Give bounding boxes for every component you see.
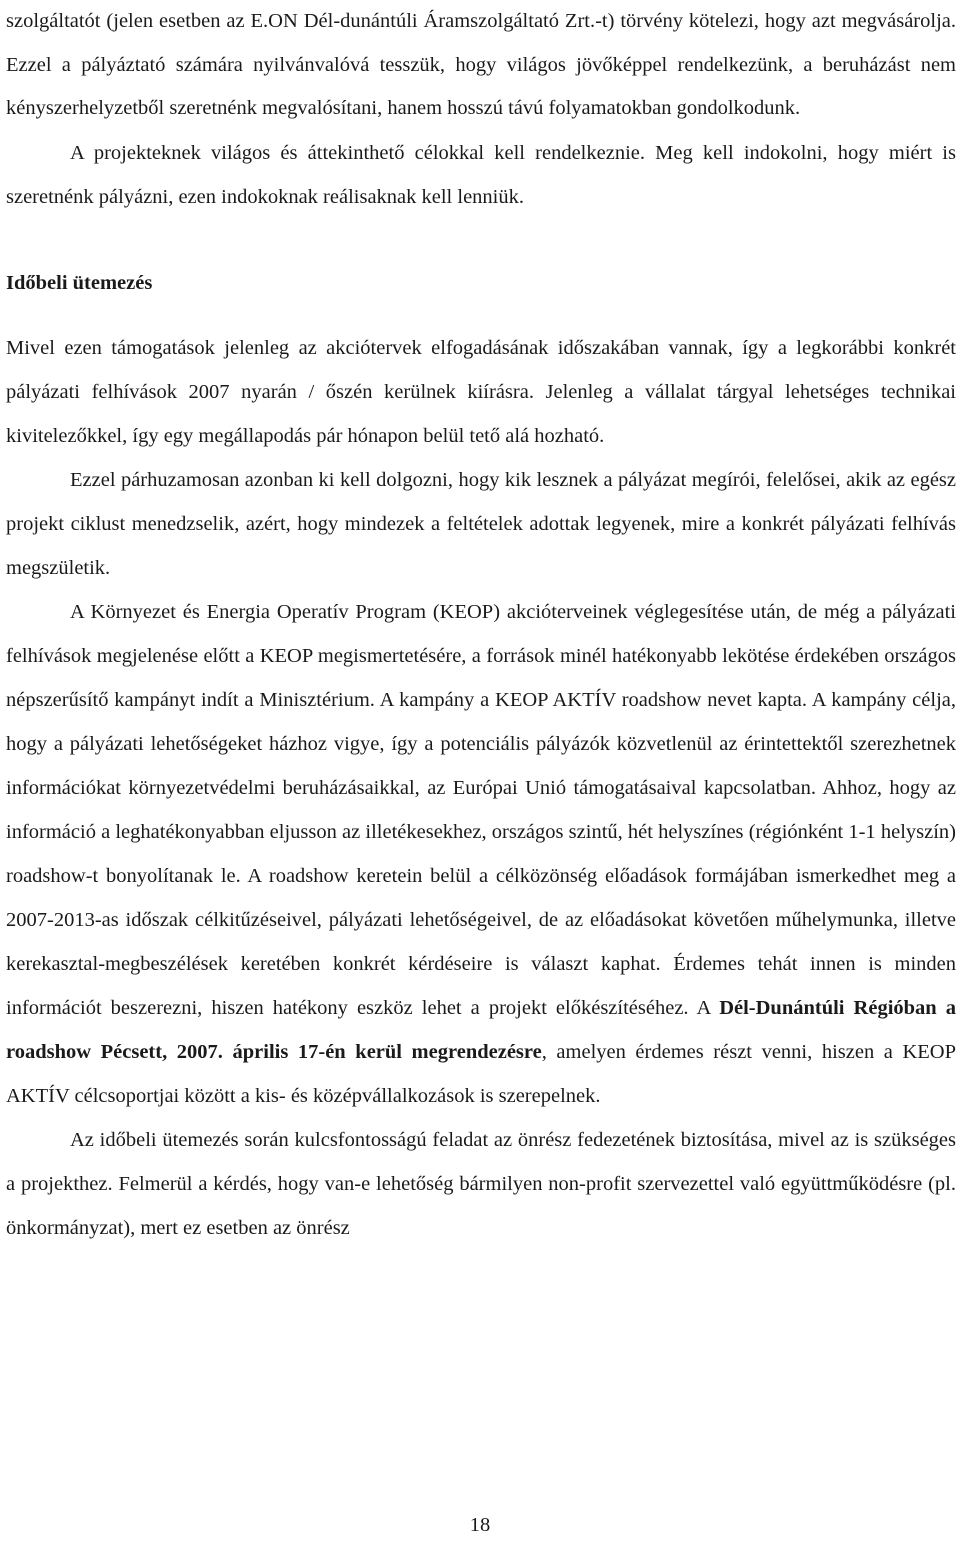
- paragraph-own-contribution: Az időbeli ütemezés során kulcsfontosságú feladat az önrész fedezetének biztosítása, mivel az is szükséges a projekthez. Felmerül a kérdés, hogy van-e lehetőség bármilyen non-profit szervezettel való együttműködésre (pl. önkormányzat), mert ez esetben az önrész: [6, 1128, 956, 1239]
- page-number: 18: [469, 1514, 491, 1536]
- paragraph-schedule: Mivel ezen támogatások jelenleg az akciótervek elfogadásának időszakában vannak, így a legkorábbi konkrét pályázati felhívások 2007 nyarán / őszén kerülnek kiírásra. Jelenleg a vállalat tárgyal lehetséges technikai kivitelezőkkel, így egy megállapodás pár hónapon belül tető alá hozható.: [6, 336, 956, 447]
- section-heading: Időbeli ütemezés: [6, 271, 153, 294]
- document-page: [6, 0, 956, 1250]
- paragraph-keop: [6, 590, 956, 1118]
- keop-bold-text: Dél-Dunántúli Régióban a roadshow Pécsett, 2007. április 17-én kerül megrendezésre: [6, 996, 956, 1063]
- paragraph-goals: A projekteknek világos és áttekinthető célokkal kell rendelkeznie. Meg kell indokolni, hogy miért is szeretnénk pályázni, ezen indokoknak reálisaknak kell lenniük.: [6, 141, 956, 208]
- paragraph-parallel: Ezzel párhuzamosan azonban ki kell dolgozni, hogy kik lesznek a pályázat megírói, felelősei, akik az egész projekt ciklust menedzselik, azért, hogy mindezek a feltételek adottak legyenek, mire a konkrét pályázati felhívás megszületik.: [6, 468, 956, 579]
- paragraph-intro: szolgáltatót (jelen esetben az E.ON Dél-dunántúli Áramszolgáltató Zrt.-t) törvény kötelezi, hogy azt megvásárolja. Ezzel a pályáztató számára nyilvánvalóvá tesszük, hogy világos jövőképpel rendelkezünk, a beruházást nem kényszerhelyzetből szeretnénk megvalósítani, hanem hosszú távú folyamatokban gondolkodunk.: [6, 10, 956, 119]
- keop-text: A Környezet és Energia Operatív Program (KEOP) akcióterveinek véglegesítése után, de még a pályázati felhívások megjelenése előtt a KEOP megismertetésére, a források minél hatékonyabb lekötése érdekében országos népszerűsítő kampányt indít a Minisztérium. A kampány a KEOP AKTÍV roadshow nevet kapta. A kampány célja, hogy a pályázati lehetőségeket házhoz vigye, így a potenciális pályázók közvetlenül az érintettektől szerezhetnek információkat környezetvédelmi beruházásaikkal, az Európai Unió támogatásaival kapcsolatban. Ahhoz, hogy az információ a leghatékonyabban eljusson az illetékesekhez, országos szintű, hét helyszínes (régiónként 1-1 helyszín) roadshow-t bonyolítanak le. A roadshow keretein belül a célközönség előadások formájában ismerkedhet meg a 2007-2013-as időszak célkitűzéseivel, pályázati lehetőségeivel, de az előadásokat követően műhelymunka, illetve kerekasztal-megbeszélések keretében konkrét kérdéseire is választ kaphat. Érdemes tehát innen is minden információt beszerezni, hiszen hatékony eszköz lehet a projekt előkészítéséhez. A: [6, 600, 956, 1019]
- keop-text-end: , amelyen érdemes részt venni, hiszen a KEOP AKTÍV célcsoportjai között a kis- és középvállalkozások is szerepelnek.: [6, 1040, 956, 1107]
